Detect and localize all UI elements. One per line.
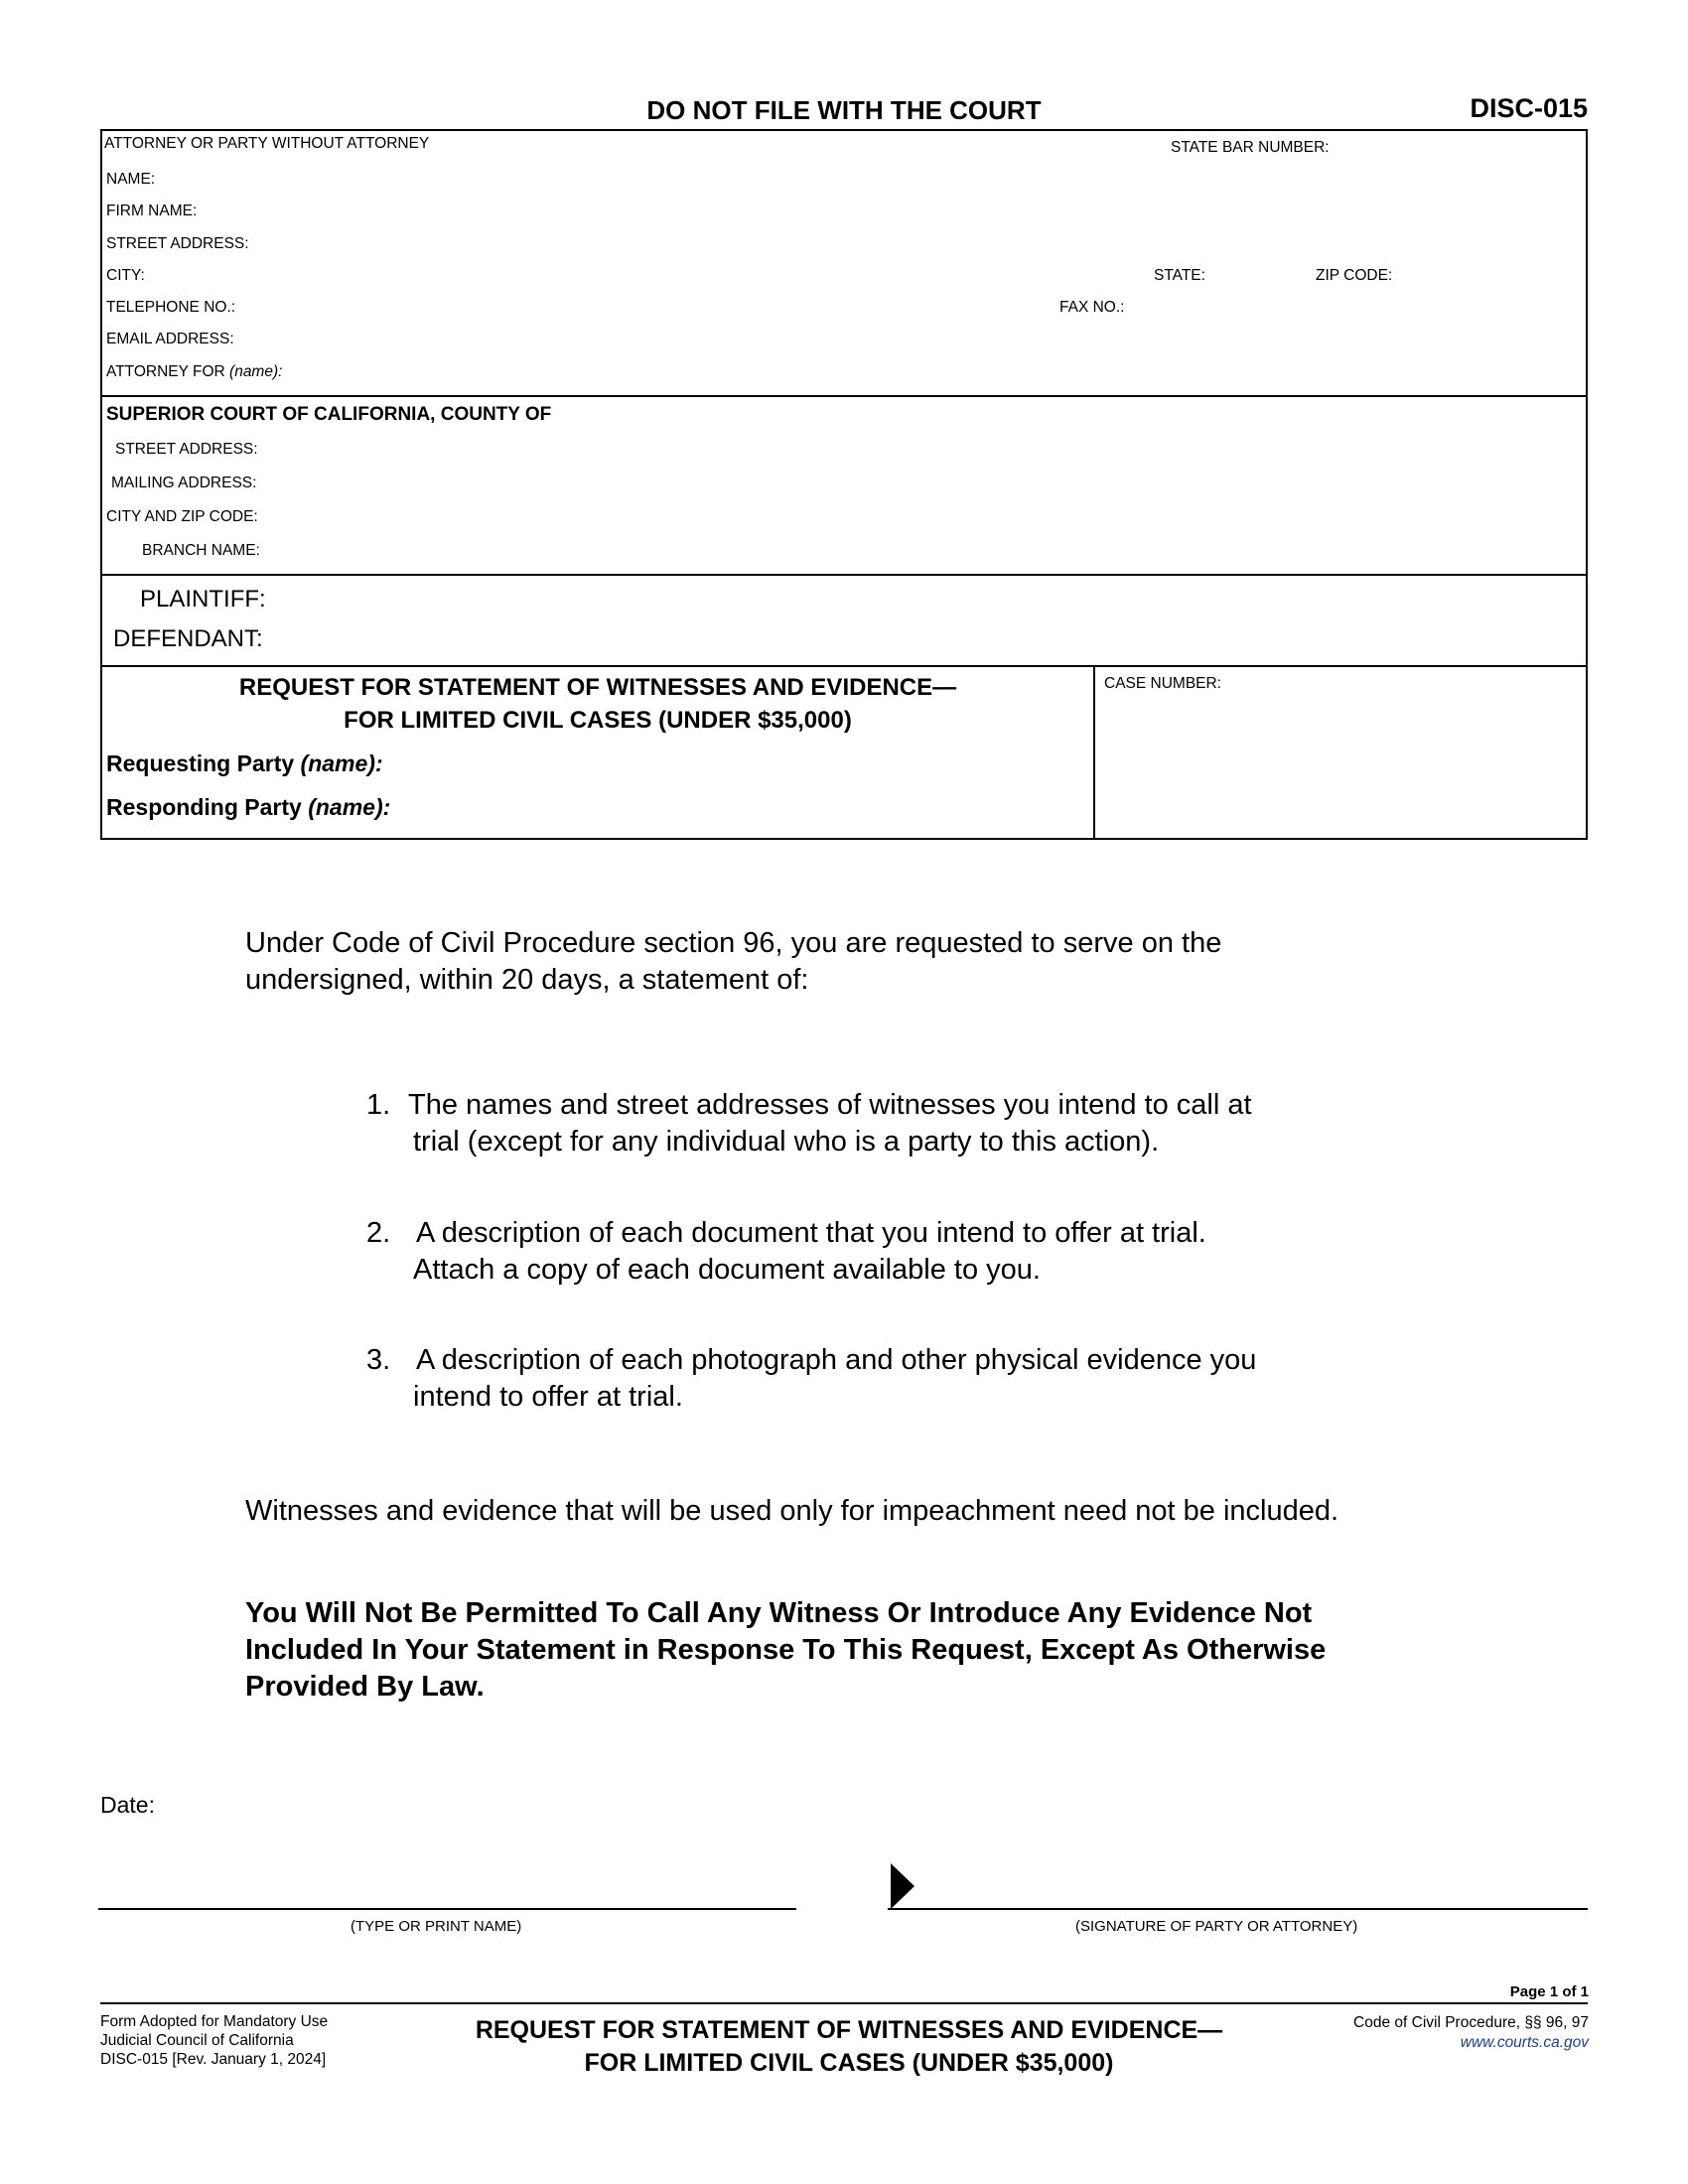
attorney-for-name-hint: (name): xyxy=(229,363,283,380)
list-item-3-line1: A description of each photograph and other physical evidence you xyxy=(416,1344,1257,1376)
warning-line3: Provided By Law. xyxy=(245,1671,485,1703)
street-address-label: STREET ADDRESS: xyxy=(106,235,249,252)
state-label: STATE: xyxy=(1154,267,1205,284)
form-adopted-line2: Judicial Council of California xyxy=(100,2032,294,2049)
list-item-3 xyxy=(366,1342,1256,1416)
court-title: SUPERIOR COURT OF CALIFORNIA, COUNTY OF xyxy=(106,404,552,425)
defendant-label: DEFENDANT: xyxy=(113,625,263,652)
attorney-heading: ATTORNEY OR PARTY WITHOUT ATTORNEY xyxy=(104,135,430,152)
name-label: NAME: xyxy=(106,171,156,188)
plaintiff-label: PLAINTIFF: xyxy=(140,586,266,613)
attorney-for-label xyxy=(106,363,282,381)
form-title-line2: FOR LIMITED CIVIL CASES (UNDER $35,000) xyxy=(344,707,852,734)
signature-line xyxy=(888,1908,1588,1910)
list-item-2 xyxy=(366,1215,1206,1289)
court-street-label: STREET ADDRESS: xyxy=(115,441,258,458)
footer-title-line1: REQUEST FOR STATEMENT OF WITNESSES AND EVIDENCE— xyxy=(475,2016,1223,2044)
intro-line1: Under Code of Civil Procedure section 96, you are requested to serve on the xyxy=(245,927,1222,959)
date-label: Date: xyxy=(100,1792,155,1818)
form-title xyxy=(102,671,1093,737)
list-item-1-line1: The names and street addresses of witnesses you intend to call at xyxy=(408,1089,1252,1121)
form-title-line1: REQUEST FOR STATEMENT OF WITNESSES AND EVIDENCE— xyxy=(238,674,957,701)
responding-party-label xyxy=(106,794,390,821)
email-label: EMAIL ADDRESS: xyxy=(106,331,234,347)
city-label: CITY: xyxy=(106,267,145,284)
court-city-zip-label: CITY AND ZIP CODE: xyxy=(106,508,258,525)
signature-arrow-icon xyxy=(891,1863,914,1909)
warning-line1: You Will Not Be Permitted To Call Any Witness Or Introduce Any Evidence Not xyxy=(245,1597,1313,1629)
list-item-1-line2: trial (except for any individual who is a party to this action). xyxy=(413,1126,1160,1158)
responding-party-name-hint: (name): xyxy=(308,794,391,820)
form-number: DISC-015 xyxy=(1470,93,1588,123)
court-mailing-label: MAILING ADDRESS: xyxy=(111,475,257,491)
form-adopted-line3: DISC-015 [Rev. January 1, 2024] xyxy=(100,2051,327,2068)
list-item-1 xyxy=(366,1087,1252,1160)
intro-paragraph xyxy=(245,925,1221,999)
do-not-file-heading: DO NOT FILE WITH THE COURT xyxy=(646,95,1042,125)
requesting-party-label xyxy=(106,751,383,777)
state-bar-label: STATE BAR NUMBER: xyxy=(1171,139,1330,156)
attorney-for-text: ATTORNEY FOR xyxy=(106,363,225,380)
list-item-3-line2: intend to offer at trial. xyxy=(413,1381,683,1413)
print-name-line xyxy=(98,1908,796,1910)
footer-rule xyxy=(100,2002,1588,2004)
page-number: Page 1 of 1 xyxy=(1509,1983,1589,2000)
responding-party-text: Responding Party xyxy=(106,794,302,820)
list-item-1-number: 1. xyxy=(366,1089,391,1121)
signature-label: (SIGNATURE OF PARTY OR ATTORNEY) xyxy=(1075,1918,1358,1935)
list-item-2-line1: A description of each document that you intend to offer at trial. xyxy=(416,1217,1206,1249)
list-item-2-line2: Attach a copy of each document available to you. xyxy=(413,1254,1041,1286)
impeachment-note: Witnesses and evidence that will be used only for impeachment need not be included. xyxy=(245,1495,1339,1527)
intro-line2: undersigned, within 20 days, a statement of: xyxy=(245,964,809,996)
form-adopted-block xyxy=(100,2012,328,2069)
court-branch-label: BRANCH NAME: xyxy=(142,542,260,559)
warning-line2: Included In Your Statement in Response To This Request, Except As Otherwise xyxy=(245,1634,1327,1666)
telephone-label: TELEPHONE NO.: xyxy=(106,299,236,316)
list-item-3-number: 3. xyxy=(366,1344,391,1376)
code-reference: Code of Civil Procedure, §§ 96, 97 xyxy=(1353,2014,1589,2031)
courts-website-link[interactable]: www.courts.ca.gov xyxy=(1460,2034,1589,2051)
warning-paragraph xyxy=(245,1595,1326,1706)
requesting-party-text: Requesting Party xyxy=(106,751,295,776)
firm-name-label: FIRM NAME: xyxy=(106,203,198,219)
fax-label: FAX NO.: xyxy=(1059,299,1125,316)
parties-box xyxy=(100,574,1588,667)
list-item-2-number: 2. xyxy=(366,1217,391,1249)
footer-title-line2: FOR LIMITED CIVIL CASES (UNDER $35,000) xyxy=(584,2049,1114,2077)
footer-title xyxy=(377,2014,1321,2080)
zip-code-label: ZIP CODE: xyxy=(1316,267,1393,284)
requesting-party-name-hint: (name): xyxy=(300,751,383,776)
case-number-label: CASE NUMBER: xyxy=(1104,675,1221,692)
print-name-label: (TYPE OR PRINT NAME) xyxy=(351,1918,522,1935)
attorney-box xyxy=(100,129,1588,397)
form-adopted-line1: Form Adopted for Mandatory Use xyxy=(100,2013,329,2030)
